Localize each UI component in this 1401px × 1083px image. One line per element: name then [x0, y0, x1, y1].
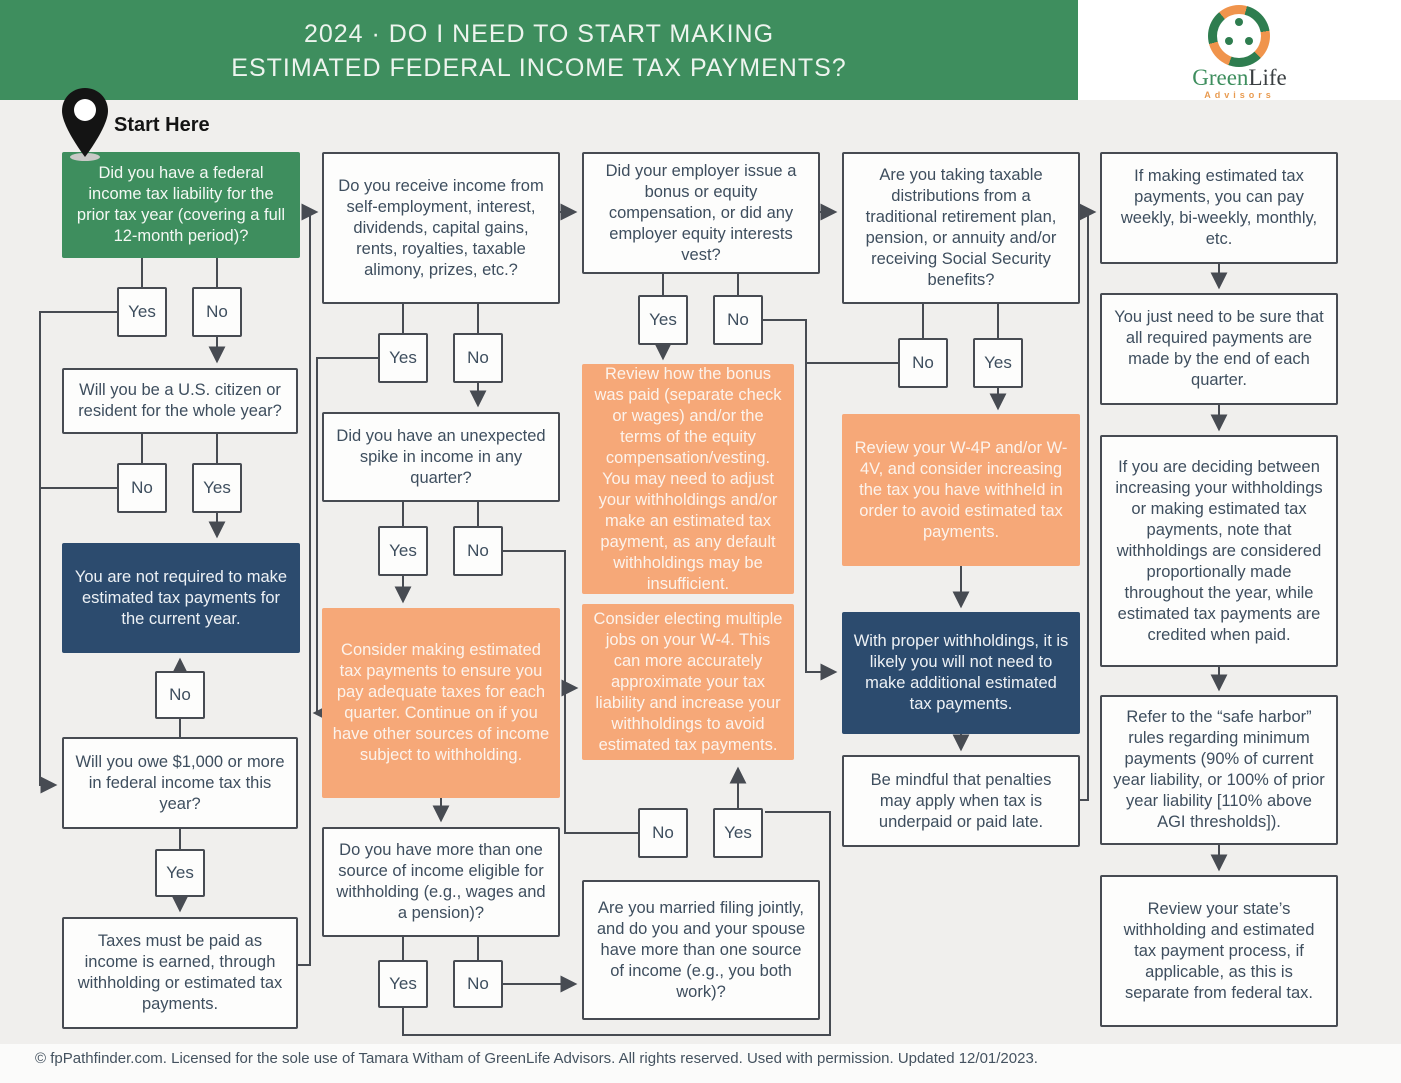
node-q-married-jointly: Are you married filing jointly, and do you and your spouse have more than one source of income (e.g., you both work)?: [582, 880, 820, 1020]
page-title-line2: ESTIMATED FEDERAL INCOME TAX PAYMENTS?: [231, 54, 847, 82]
node-info-pay-frequency: If making estimated tax payments, you can pay weekly, bi-weekly, monthly, etc.: [1100, 152, 1338, 264]
footer-license-text: © fpPathfinder.com. Licensed for the sole use of Tamara Witham of GreenLife Advisors. All rights reserved. Used with permission. Updated 12/01/2023.: [35, 1050, 1038, 1067]
node-end-penalties: Be mindful that penalties may apply when tax is underpaid or paid late.: [842, 755, 1080, 847]
answer-no-citizen: No: [117, 463, 167, 513]
answer-no-multiple-sources: No: [453, 960, 503, 1008]
logo-name-green: Green: [1192, 65, 1249, 90]
answer-no-employer-bonus: No: [713, 295, 763, 345]
node-info-safe-harbor: Refer to the “safe harbor” rules regarding minimum payments (90% of current year liability, or 100% of prior year liability [110% above AGI thresholds]).: [1100, 695, 1338, 845]
answer-yes-income-spike: Yes: [378, 526, 428, 576]
answer-yes-employer-bonus: Yes: [638, 295, 688, 345]
node-q-owe-1000: Will you owe $1,000 or more in federal income tax this year?: [62, 737, 298, 829]
node-info-quarter-deadline: You just need to be sure that all required payments are made by the end of each quarter.: [1100, 293, 1338, 405]
page-title-line1: 2024 · DO I NEED TO START MAKING: [303, 20, 775, 48]
answer-yes-multiple-sources: Yes: [378, 960, 428, 1008]
answer-yes-self-employment: Yes: [378, 333, 428, 383]
logo-name-dark: Life: [1248, 65, 1287, 90]
answer-yes-citizen: Yes: [192, 463, 242, 513]
answer-no-income-spike: No: [453, 526, 503, 576]
node-q-employer-bonus: Did your employer issue a bonus or equity compensation, or did any employer equity interests vest?: [582, 152, 820, 274]
answer-no-prior-liability: No: [192, 287, 242, 337]
node-q-self-employment-income: Do you receive income from self-employment, interest, dividends, capital gains, rents, royalties, taxable alimony, prizes, etc.?: [322, 152, 560, 304]
node-q-multiple-withholding-sources: Do you have more than one source of income eligible for withholding (e.g., wages and a pension)?: [322, 827, 560, 937]
node-q-income-spike: Did you have an unexpected spike in income in any quarter?: [322, 412, 560, 502]
node-end-proper-withholdings: With proper withholdings, it is likely you will not need to make additional estimated tax payments.: [842, 612, 1080, 734]
answer-yes-prior-liability: Yes: [117, 287, 167, 337]
answer-no-married-jointly: No: [638, 808, 688, 858]
node-note-w4-multiple-jobs: Consider electing multiple jobs on your W-4. This can more accurately approximate your tax liability and increase your withholdings to avoid estimated tax payments.: [582, 604, 794, 760]
answer-yes-retirement-distributions: Yes: [973, 338, 1023, 388]
logo-subtitle: Advisors: [1204, 90, 1275, 100]
answer-yes-owe-1000: Yes: [155, 849, 205, 897]
start-here-label: Start Here: [114, 114, 210, 136]
start-pin-icon: [60, 86, 112, 169]
node-info-state-process: Review your state’s withholding and estimated tax payment process, if applicable, as this is separate from federal tax.: [1100, 875, 1338, 1027]
answer-no-self-employment: No: [453, 333, 503, 383]
node-end-not-required: You are not required to make estimated tax payments for the current year.: [62, 543, 300, 653]
node-q-prior-liability: Did you have a federal income tax liability for the prior tax year (covering a full 12-month period)?: [62, 152, 300, 258]
node-q-citizen: Will you be a U.S. citizen or resident for the whole year?: [62, 368, 298, 434]
node-info-withholding-vs-estimated: If you are deciding between increasing your withholdings or making estimated tax payments, note that withholdings are considered proportionally made throughout the year, while estimated tax payments are credited when paid.: [1100, 435, 1338, 667]
node-note-consider-estimated: Consider making estimated tax payments to ensure you pay adequate taxes for each quarter. Continue on if you have other sources of income subject to withholding.: [322, 608, 560, 798]
node-q-retirement-distributions: Are you taking taxable distributions from a traditional retirement plan, pension, or annuity and/or receiving Social Security benefits?: [842, 152, 1080, 304]
answer-no-retirement-distributions: No: [898, 338, 948, 388]
answer-no-not-required: No: [155, 671, 205, 719]
node-end-taxes-paid: Taxes must be paid as income is earned, through withholding or estimated tax payments.: [62, 917, 298, 1029]
answer-yes-married-jointly: Yes: [713, 808, 763, 858]
node-note-review-bonus: Review how the bonus was paid (separate check or wages) and/or the terms of the equity compensation/vesting. You may need to adjust your withholdings and/or make an estimated tax payment, as any default withholdings may be insufficient.: [582, 364, 794, 594]
node-note-w4p-w4v: Review your W-4P and/or W-4V, and consider increasing the tax you have withheld in order to avoid estimated tax payments.: [842, 414, 1080, 566]
